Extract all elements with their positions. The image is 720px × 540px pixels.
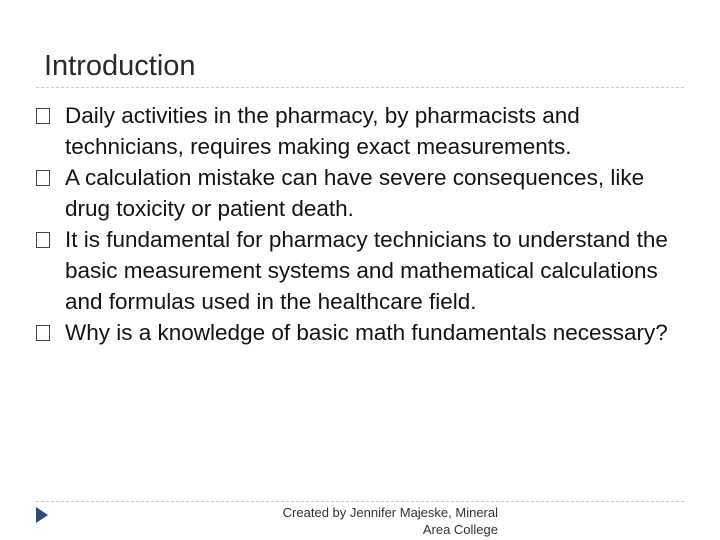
bullet-box-icon	[36, 232, 50, 248]
bullet-item	[36, 317, 676, 348]
bullet-text: It is fundamental for pharmacy technicians to understand the basic measurement systems and mathematical calculations and formulas used in the healthcare field.	[65, 227, 668, 314]
play-arrow-icon[interactable]	[36, 507, 48, 523]
bullet-box-icon	[36, 108, 50, 124]
bullet-box-icon	[36, 170, 50, 186]
footer-line-1: Created by Jennifer Majeske, Mineral	[282, 505, 498, 520]
footer-credit	[258, 504, 498, 538]
bullet-text: Daily activities in the pharmacy, by pharmacists and technicians, requires making exact measurements.	[65, 103, 580, 159]
bullet-item	[36, 100, 676, 162]
slide-title: Introduction	[44, 50, 196, 82]
bullet-text: Why is a knowledge of basic math fundamentals necessary?	[65, 320, 668, 345]
footer-divider	[36, 501, 684, 502]
bullet-text: A calculation mistake can have severe consequences, like drug toxicity or patient death.	[65, 165, 645, 221]
bullet-item	[36, 224, 676, 317]
bullet-list	[36, 100, 676, 348]
title-divider	[36, 87, 684, 88]
bullet-box-icon	[36, 325, 50, 341]
footer-line-2: Area College	[422, 522, 498, 537]
bullet-item	[36, 162, 676, 224]
